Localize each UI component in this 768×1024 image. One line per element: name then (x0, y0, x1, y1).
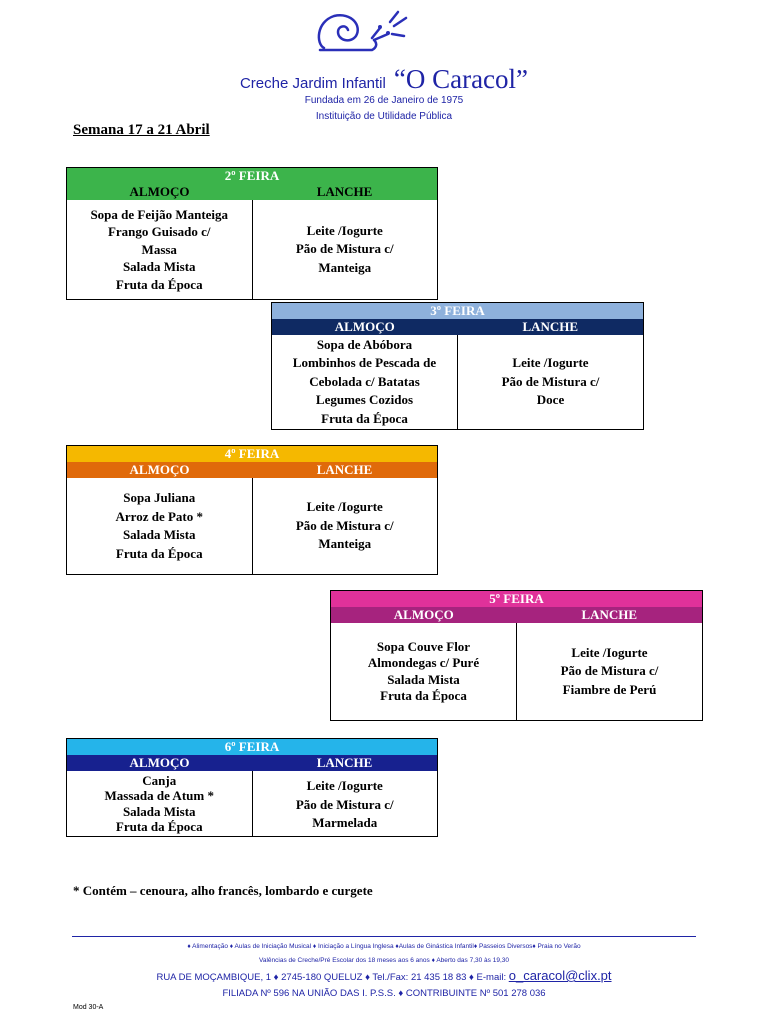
almoco-list (272, 335, 457, 429)
menu-item: Fruta da Época (115, 276, 203, 292)
menu-item: Salada Mista (122, 259, 196, 275)
affiliation-line: FILIADA Nº 596 NA UNIÃO DAS I. P.S.S. ♦ CONTRIBUINTE Nº 501 278 036 (222, 988, 546, 999)
address-text: RUA DE MOÇAMBIQUE, 1 ♦ 2745-180 QUELUZ ♦ Tel./Fax: 21 435 18 83 ♦ E-mail: (156, 972, 509, 983)
lanche-list (252, 200, 438, 299)
menu-item: Lombinhos de Pescada de (292, 355, 437, 371)
menu-item: Pão de Mistura c/ (560, 663, 659, 679)
almoco-header: ALMOÇO (129, 184, 190, 199)
menu-item: Manteiga (318, 536, 372, 552)
menu-item: Marmelada (312, 815, 378, 830)
menu-item: Fruta da Época (115, 545, 203, 561)
lanche-list (252, 771, 438, 836)
form-code: Mod 30-A (73, 1004, 104, 1011)
lanche-list (252, 478, 438, 574)
menu-table-wednesday (66, 445, 438, 575)
day-title: 6º FEIRA (67, 739, 437, 755)
menu-item: Leite /Iogurte (571, 644, 648, 660)
menu-item: Fruta da Época (115, 819, 203, 834)
menu-table-monday (66, 167, 438, 300)
day-title: 5º FEIRA (331, 591, 702, 607)
school-title (0, 64, 768, 95)
almoco-list (67, 771, 252, 836)
footer-divider (72, 936, 696, 937)
menu-item: Fruta da Época (380, 688, 467, 703)
menu-item: Massa (141, 241, 177, 257)
valencias-line: Valências de Creche/Pré Escolar dos 18 meses aos 6 anos ♦ Aberto das 7,30 às 19,30 (259, 957, 509, 964)
menu-item: Canja (142, 772, 177, 788)
menu-item: Cebolada c/ Batatas (309, 373, 420, 389)
menu-item: Leite /Iogurte (306, 778, 383, 793)
title-small: Creche Jardim Infantil (239, 75, 386, 92)
menu-item: Fiambre de Perú (562, 681, 657, 697)
snail-logo-icon (314, 8, 420, 56)
menu-item: Legumes Cozidos (315, 392, 414, 408)
menu-item: Leite /Iogurte (512, 355, 589, 371)
menu-item: Leite /Iogurte (306, 499, 383, 515)
menu-item: Pão de Mistura c/ (295, 517, 394, 533)
column-headers (331, 607, 702, 623)
menu-table-thursday (330, 590, 703, 721)
lanche-header: LANCHE (316, 755, 373, 770)
menu-item: Manteiga (318, 259, 372, 275)
almoco-list (67, 200, 252, 299)
menu-table-friday (66, 738, 438, 837)
menu-item: Frango Guisado c/ (107, 224, 211, 240)
menu-item: Sopa Couve Flor (376, 638, 471, 654)
menu-item: Pão de Mistura c/ (501, 373, 600, 389)
menu-item: Arroz de Pato * (115, 508, 203, 524)
day-title: 4º FEIRA (67, 446, 437, 462)
lanche-header: LANCHE (316, 462, 373, 477)
menu-item: Salada Mista (122, 803, 196, 819)
email-link[interactable]: o_caracol@clix.pt (508, 968, 612, 983)
lanche-header: LANCHE (522, 319, 579, 334)
column-headers (67, 184, 437, 200)
title-big: “O Caracol” (393, 64, 529, 94)
column-headers (67, 462, 437, 478)
menu-item: Leite /Iogurte (306, 222, 383, 238)
menu-item: Almondegas c/ Puré (367, 655, 480, 670)
column-headers (67, 755, 437, 771)
menu-item: Sopa de Feijão Manteiga (90, 206, 229, 222)
menu-item: Pão de Mistura c/ (295, 241, 394, 257)
almoco-header: ALMOÇO (334, 319, 395, 334)
column-headers (272, 319, 643, 335)
founded-line: Fundada em 26 de Janeiro de 1975 (304, 95, 464, 106)
lanche-list (516, 623, 702, 720)
almoco-list (331, 623, 516, 720)
almoco-header: ALMOÇO (129, 755, 190, 770)
address-line (0, 968, 768, 983)
almoco-header: ALMOÇO (393, 607, 454, 622)
lanche-header: LANCHE (316, 184, 373, 199)
lanche-list (457, 335, 643, 429)
almoco-list (67, 478, 252, 574)
lanche-header: LANCHE (581, 607, 638, 622)
menu-item: Doce (536, 392, 565, 408)
menu-item: Pão de Mistura c/ (295, 796, 394, 812)
menu-item: Sopa Juliana (123, 490, 196, 505)
almoco-header: ALMOÇO (129, 462, 190, 477)
menu-item: Sopa de Abóbora (316, 336, 413, 352)
footnote: * Contém – cenoura, alho francês, lombardo e curgete (73, 883, 373, 898)
status-line: Instituição de Utilidade Pública (315, 111, 453, 122)
day-title: 2º FEIRA (67, 168, 437, 184)
week-heading: Semana 17 a 21 Abril (73, 122, 210, 138)
services-line: ♦ Alimentação ♦ Aulas de Iniciação Musical ♦ Iniciação a Língua Inglesa ♦Aulas de Ginástica Infantil♦ Passeios Diversos♦ Praia no Verão (187, 943, 581, 950)
day-title: 3º FEIRA (272, 303, 643, 319)
menu-item: Massada de Atum * (104, 788, 214, 803)
menu-item: Fruta da Época (321, 410, 408, 426)
menu-item: Salada Mista (122, 527, 196, 542)
menu-item: Salada Mista (387, 671, 460, 687)
menu-table-tuesday (271, 302, 644, 430)
